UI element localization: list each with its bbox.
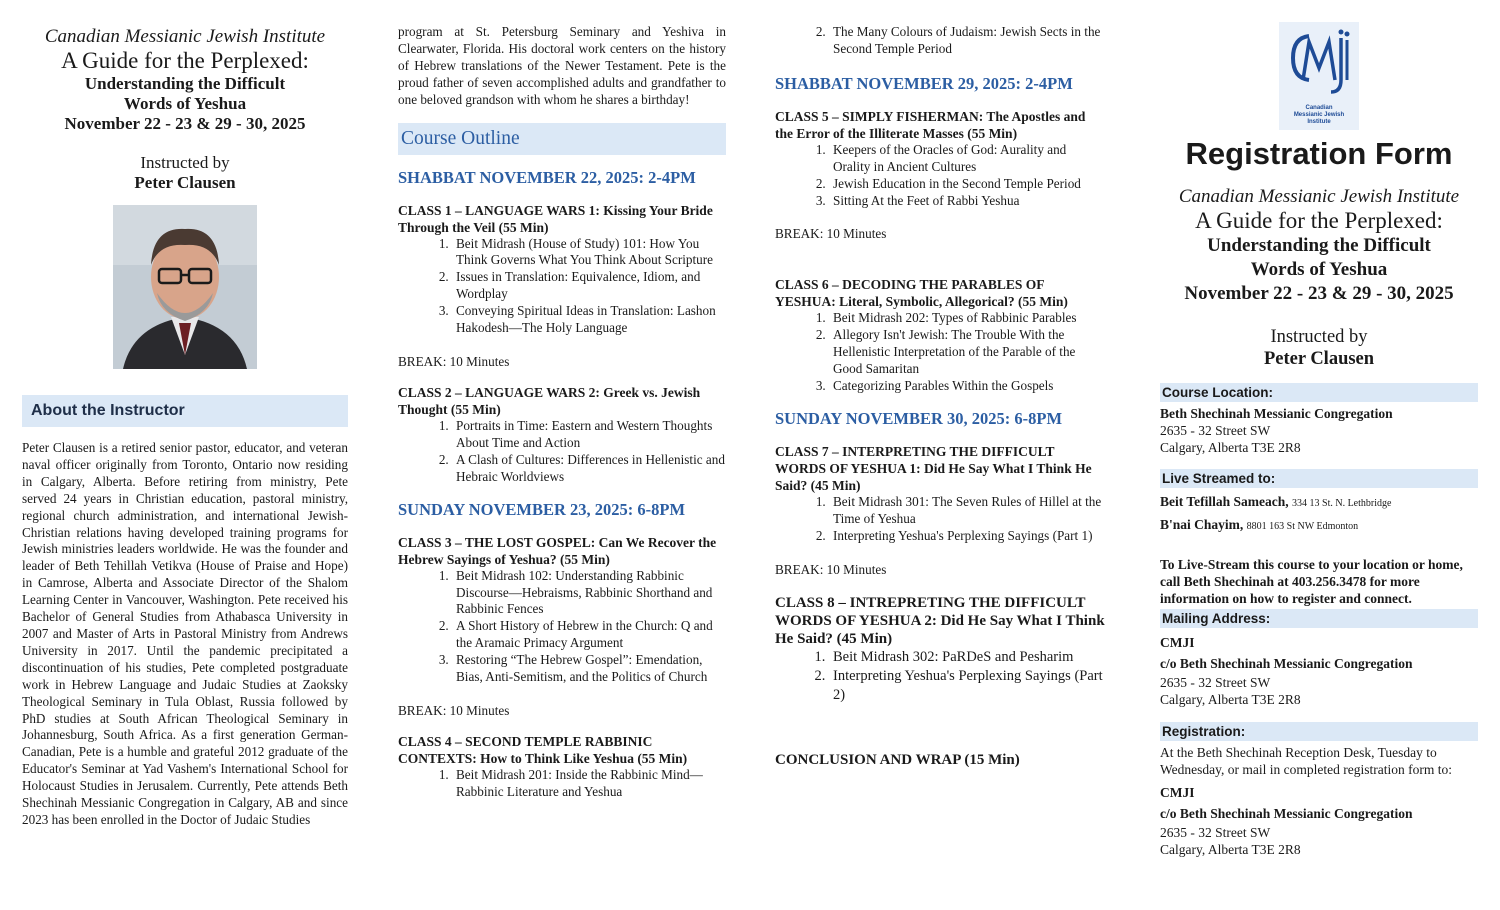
course-subtitle-line2: Words of Yeshua — [123, 94, 247, 113]
list-item: 1. Portraits in Time: Eastern and Western Thoughts About Time and Action — [452, 418, 726, 452]
course-subtitle-line1: Understanding the Difficult — [1207, 235, 1431, 256]
instructed-by-label: Instructed by — [1270, 327, 1368, 347]
logo-caption: Canadian Messianic Jewish Institute — [1293, 105, 1345, 125]
class-topics — [398, 236, 726, 337]
cmji-logo — [1279, 22, 1359, 130]
list-item: 1. Keepers of the Oracles of God: Aurality and Orality in Ancient Cultures — [829, 142, 1105, 176]
registration-mail-address: CMJI c/o Beth Shechinah Messianic Congregation 2635 - 32 Street SW Calgary, Alberta T3E 2R8 — [1160, 785, 1413, 857]
instructor-name: Peter Clausen — [134, 173, 236, 192]
registration-instructions: At the Beth Shechinah Reception Desk, Tuesday to Wednesday, or mail in completed registration form to: — [1160, 745, 1452, 777]
day-heading: SUNDAY NOVEMBER 30, 2025: 6-8PM — [775, 408, 1063, 428]
course-dates: November 22 - 23 & 29 - 30, 2025 — [1184, 283, 1454, 304]
class-topics — [398, 568, 726, 686]
class-title: CLASS 3 – THE LOST GOSPEL: Can We Recover the Hebrew Sayings of Yeshua? (55 Min) — [398, 534, 717, 567]
list-item: 2. Issues in Translation: Equivalence, Idiom, and Wordplay — [452, 269, 726, 303]
course-outline-heading: Course Outline — [398, 123, 726, 155]
list-item: 1. Beit Midrash 202: Types of Rabbinic Parables — [829, 310, 1105, 327]
class-title: CLASS 5 – SIMPLY FISHERMAN: The Apostles and the Error of the Illiterate Masses (55 Min) — [775, 108, 1086, 141]
list-item: 3. Restoring “The Hebrew Gospel”: Emendation, Bias, Anti-Semitism, and the Politics of Church — [452, 652, 726, 686]
course-dates: November 22 - 23 & 29 - 30, 2025 — [64, 114, 306, 133]
registration-form-title: Registration Form — [1185, 136, 1453, 171]
class-title: CLASS 7 – INTERPRETING THE DIFFICULT WORDS OF YESHUA 1: Did He Say What I Think He Said? (45 Min) — [775, 443, 1092, 493]
class-topics — [398, 767, 726, 801]
list-item: 2. A Short History of Hebrew in the Church: Q and the Aramaic Primacy Argument — [452, 618, 726, 652]
day-heading: SUNDAY NOVEMBER 23, 2025: 6-8PM — [398, 499, 686, 519]
course-title: A Guide for the Perplexed: — [1195, 208, 1443, 233]
live-stream-locations: Beit Tefillah Sameach, 334 13 St. N. Lethbridge B'nai Chayim, 8801 163 St NW Edmonton — [1160, 494, 1392, 532]
list-item: 3. Sitting At the Feet of Rabbi Yeshua — [829, 193, 1105, 210]
institute-name: Canadian Messianic Jewish Institute — [44, 26, 326, 47]
class-title: CLASS 2 – LANGUAGE WARS 2: Greek vs. Jewish Thought (55 Min) — [398, 384, 701, 417]
list-item: 1. Beit Midrash 302: PaRDeS and Pesharim — [829, 648, 1105, 667]
break-label: BREAK: 10 Minutes — [398, 353, 510, 369]
list-item: 1. Beit Midrash 301: The Seven Rules of Hillel at the Time of Yeshua — [829, 494, 1105, 528]
panel-outline-1 — [398, 0, 726, 910]
course-title: A Guide for the Perplexed: — [61, 48, 309, 73]
day-heading: SHABBAT NOVEMBER 29, 2025: 2-4PM — [775, 73, 1073, 93]
list-item: 2. Interpreting Yeshua's Perplexing Sayings (Part 1) — [829, 528, 1105, 545]
course-location-address: Beth Shechinah Messianic Congregation 2635 - 32 Street SW Calgary, Alberta T3E 2R8 — [1160, 406, 1393, 455]
list-item: 2. A Clash of Cultures: Differences in Hellenistic and Hebraic Worldviews — [452, 452, 726, 486]
class-topics-continued — [775, 24, 1105, 58]
mailing-address: CMJI c/o Beth Shechinah Messianic Congregation 2635 - 32 Street SW Calgary, Alberta T3E 2R8 — [1160, 635, 1413, 707]
conclusion-title: CONCLUSION AND WRAP (15 Min) — [775, 751, 1020, 768]
list-item: 1. Beit Midrash 201: Inside the Rabbinic Mind—Rabbinic Literature and Yeshua — [452, 767, 726, 801]
list-item: 2. The Many Colours of Judaism: Jewish Sects in the Second Temple Period — [829, 24, 1105, 58]
list-item: 3. Categorizing Parables Within the Gospels — [829, 378, 1105, 395]
live-stream-heading: Live Streamed to: — [1160, 469, 1478, 488]
class-title: CLASS 4 – SECOND TEMPLE RABBINIC CONTEXTS: How to Think Like Yeshua (55 Min) — [398, 733, 688, 766]
list-item: 1. Beit Midrash 102: Understanding Rabbinic Discourse—Hebraisms, Rabbinic Shorthand and Rabbinic Fences — [452, 568, 726, 619]
break-label: BREAK: 10 Minutes — [775, 561, 887, 577]
instructor-photo — [113, 205, 257, 369]
panel-outline-2 — [775, 0, 1105, 910]
class-topics — [775, 142, 1105, 210]
course-location-heading: Course Location: — [1160, 383, 1478, 402]
day-heading: SHABBAT NOVEMBER 22, 2025: 2-4PM — [398, 167, 696, 187]
class-topics — [775, 494, 1105, 545]
class-title: CLASS 8 – INTREPRETING THE DIFFICULT WORDS OF YESHUA 2: Did He Say What I Think He Said? (45 Min) — [775, 594, 1105, 647]
break-label: BREAK: 10 Minutes — [398, 702, 510, 718]
list-item: 2. Jewish Education in the Second Temple Period — [829, 176, 1105, 193]
list-item: 2. Allegory Isn't Jewish: The Trouble With the Hellenistic Interpretation of the Parable of the Good Samaritan — [829, 327, 1105, 378]
course-subtitle-line1: Understanding the Difficult — [84, 74, 286, 93]
list-item: 2. Interpreting Yeshua's Perplexing Sayings (Part 2) — [829, 667, 1105, 705]
course-subtitle-line2: Words of Yeshua — [1250, 259, 1388, 280]
instructor-bio: Peter Clausen is a retired senior pastor, educator, and veteran naval officer originally from Toronto, Ontario now residing in Calgary, Alberta. Before retiring from ministry, Pete served 24 years in Christian education, pastoral ministry, regional church administration, and international Jewish-Christian relations having developed training programs for Jewish ministries leaders worldwide. He was the founder and leader of Beth Tehillah Vetikva (House of Praise and Hope) in Camrose, Alberta and Associate Director of the Shalom Learning Center in Vancouver, Washington. Pete received his Bachelor of General Studies from Athabasca University in 2007 and Master of Arts in Pastoral Ministry from Andrews University in 2017. Until the pandemic precipitated a discontinuation of his studies, Pete completed postgraduate work in Hebrew Language and Judaic Studies at Zaoksky Theological Seminary in Tula Oblast, Russia followed by PhD studies at South African Theological Seminary in Johannesburg, South Africa. As a first generation German-Canadian, Pete is a humble and grateful 2012 graduate of the Educator's Seminar at Yad Vashem's International School for Holocaust Studies in Jerusalem. Currently, Pete attends Beth Shechinah Messianic Congregation in Calgary, AB and since 2023 has been enrolled in the Doctor of Judaic Studies — [22, 440, 348, 827]
list-item: 3. Conveying Spiritual Ideas in Translation: Lashon Hakodesh—The Holy Language — [452, 303, 726, 337]
panel-registration — [1160, 0, 1478, 910]
mailing-address-heading: Mailing Address: — [1160, 609, 1478, 628]
about-instructor-heading: About the Instructor — [22, 395, 348, 427]
live-stream-note: To Live-Stream this course to your location or home, call Beth Shechinah at 403.256.3478 for more information on how to register and connect. — [1160, 557, 1463, 606]
class-topics — [775, 648, 1105, 705]
instructor-bio-continued: program at St. Petersburg Seminary and Yeshiva in Clearwater, Florida. His doctoral work centers on the history of Hebrew translations of the Newer Testament. Pete is the proud father of seven accomplished adults and grandfather to one beloved grandson with whom he shares a birthday! — [398, 24, 726, 107]
institute-name: Canadian Messianic Jewish Institute — [1178, 186, 1460, 207]
list-item: 1. Beit Midrash (House of Study) 101: How You Think Governs What You Think About Scripture — [452, 236, 726, 270]
instructor-name: Peter Clausen — [1263, 349, 1375, 369]
break-label: BREAK: 10 Minutes — [775, 226, 887, 242]
registration-heading: Registration: — [1160, 722, 1478, 741]
class-title: CLASS 1 – LANGUAGE WARS 1: Kissing Your Bride Through the Veil (55 Min) — [398, 202, 713, 235]
class-topics — [398, 418, 726, 486]
panel-cover — [22, 0, 348, 910]
instructed-by-label: Instructed by — [140, 153, 230, 172]
class-topics — [775, 310, 1105, 395]
class-title: CLASS 6 – DECODING THE PARABLES OF YESHUA: Literal, Symbolic, Allegorical? (55 Min) — [775, 277, 1068, 310]
